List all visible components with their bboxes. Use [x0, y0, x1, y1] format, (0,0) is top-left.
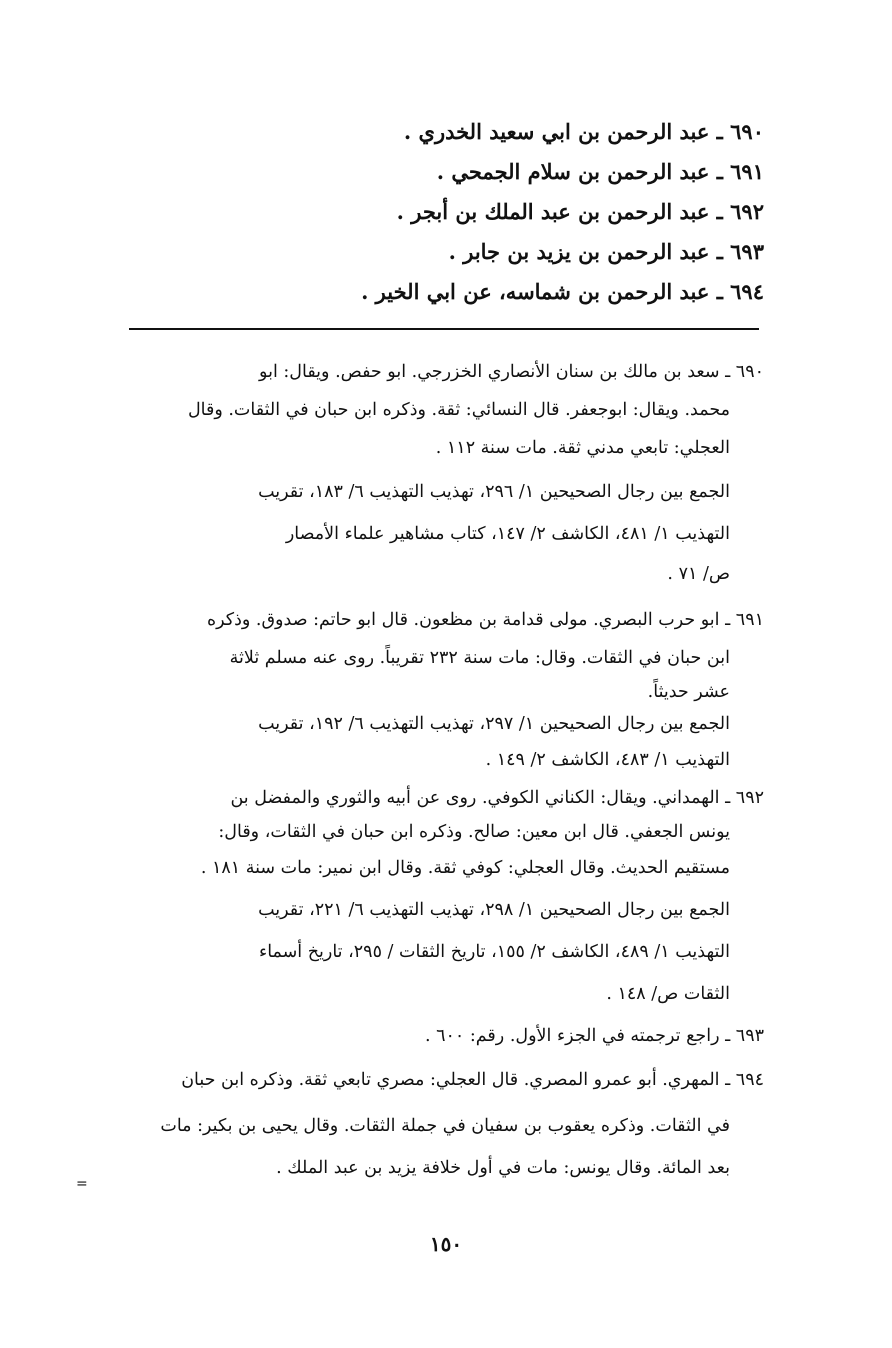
note-694-line-3: بعد المائة. وقال يونس: مات في أول خلافة يزيد بن عبد الملك . — [276, 1158, 730, 1178]
entry-694: ٦٩٤ ـ عبد الرحمن بن شماسه، عن ابي الخير . — [361, 279, 764, 304]
entry-690: ٦٩٠ ـ عبد الرحمن بن ابي سعيد الخدري . — [403, 119, 764, 144]
stray-mark: = — [76, 1176, 88, 1192]
entry-693: ٦٩٣ ـ عبد الرحمن بن يزيد بن جابر . — [448, 239, 764, 264]
note-690-ref-2: التهذيب ١/ ٤٨١، الكاشف ٢/ ١٤٧، كتاب مشاهير علماء الأمصار — [285, 524, 730, 544]
entry-list — [330, 112, 764, 312]
note-691-line-3: عشر حديثاً. — [647, 682, 730, 702]
note-692-line-1: ٦٩٢ ـ الهمداني. ويقال: الكناني الكوفي. روى عن أبيه والثوري والمفضل بن — [230, 788, 764, 808]
note-690-line-3: العجلي: تابعي مدني ثقة. مات سنة ١١٢ . — [435, 438, 730, 458]
footnote-divider — [129, 328, 759, 330]
note-692-ref-3: الثقات ص/ ١٤٨ . — [606, 984, 730, 1004]
note-692-ref-1: الجمع بين رجال الصحيحين ١/ ٢٩٨، تهذيب التهذيب ٦/ ٢٢١، تقريب — [258, 900, 730, 920]
entry-692: ٦٩٢ ـ عبد الرحمن بن عبد الملك بن أبجر . — [396, 199, 764, 224]
note-691-ref-2: التهذيب ١/ ٤٨٣، الكاشف ٢/ ١٤٩ . — [485, 750, 730, 770]
note-694-line-2: في الثقات. وذكره يعقوب بن سفيان في جملة الثقات. وقال يحيى بن بكير: مات — [160, 1116, 730, 1136]
note-694-line-1: ٦٩٤ ـ المهري. أبو عمرو المصري. قال العجلي: مصري تابعي ثقة. وذكره ابن حبان — [181, 1070, 764, 1090]
note-690-ref-3: ص/ ٧١ . — [667, 564, 730, 584]
note-691-ref-1: الجمع بين رجال الصحيحين ١/ ٢٩٧، تهذيب التهذيب ٦/ ١٩٢، تقريب — [258, 714, 730, 734]
note-691-line-2: ابن حبان في الثقات. وقال: مات سنة ٢٣٢ تقريباً. روى عنه مسلم ثلاثة — [229, 648, 730, 668]
note-691-line-1: ٦٩١ ـ ابو حرب البصري. مولى قدامة بن مظعون. قال ابو حاتم: صدوق. وذكره — [206, 610, 764, 630]
page-number: ١٥٠ — [429, 1232, 463, 1256]
note-692-line-2: يونس الجعفي. قال ابن معين: صالح. وذكره ابن حبان في الثقات، وقال: — [218, 822, 730, 842]
note-690-ref-1: الجمع بين رجال الصحيحين ١/ ٢٩٦، تهذيب التهذيب ٦/ ١٨٣، تقريب — [258, 482, 730, 502]
note-692-line-3: مستقيم الحديث. وقال العجلي: كوفي ثقة. وقال ابن نمير: مات سنة ١٨١ . — [200, 858, 730, 878]
entry-691: ٦٩١ ـ عبد الرحمن بن سلام الجمحي . — [436, 159, 764, 184]
note-690-line-2: محمد. ويقال: ابوجعفر. قال النسائي: ثقة. وذكره ابن حبان في الثقات. وقال — [187, 400, 730, 420]
note-690-line-1: ٦٩٠ ـ سعد بن مالك بن سنان الأنصاري الخزرجي. ابو حفص. ويقال: ابو — [259, 362, 764, 382]
note-692-ref-2: التهذيب ١/ ٤٨٩، الكاشف ٢/ ١٥٥، تاريخ الثقات / ٢٩٥، تاريخ أسماء — [258, 942, 730, 962]
note-693-line-1: ٦٩٣ ـ راجع ترجمته في الجزء الأول. رقم: ٦٠٠ . — [424, 1026, 764, 1046]
